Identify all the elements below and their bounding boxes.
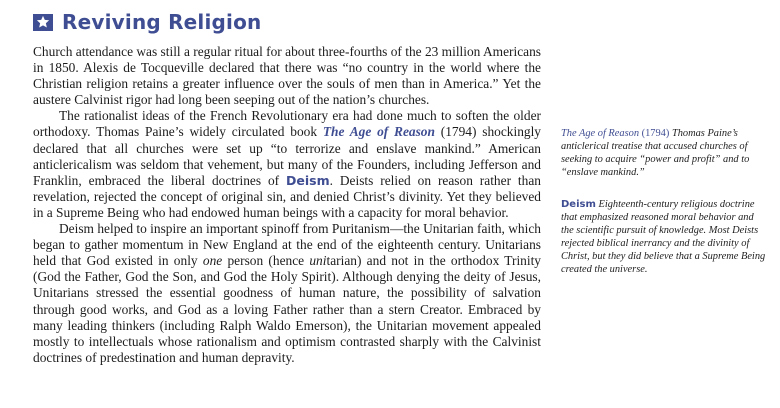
star-icon (33, 14, 53, 31)
glossary-definition-deism: Eighteenth-century religious doctrine that emphasized reasoned moral behavior and the scientific pursuit of knowledge. Most Deists rejected biblical inerrancy and the divinity of Christ, but they did believe that a Supreme Being created the universe. (561, 199, 766, 275)
section-header (33, 10, 262, 34)
glossary-age-of-reason (561, 128, 766, 180)
paragraph-1-text: Church attendance was still a regular ritual for about three-fourths of the 23 million Americans in 1850. Alexis de Tocqueville declared that there was “no country in the world where the Christian religion retains a greater influence over the souls of men than in America.” Yet the austere Calvinist rigor had long been seeping out of the nation’s churches. (33, 44, 541, 108)
paragraph-1 (33, 44, 541, 108)
paragraph-2-text-a: The rationalist ideas of the French Revolutionary era had done much to soften the older orthodoxy. Thomas Paine’s widely circulated book (33, 108, 541, 140)
paragraph-2 (33, 108, 541, 221)
glossary-term-deism: Deism (561, 199, 596, 210)
paragraph-3 (33, 221, 541, 366)
paragraph-3-text-c: tarian) and not in the orthodox Trinity (God the Father, God the Son, and God the Holy Spirit). Although denying the deity of Jesus, Unitarians stressed the essential goodness of human nature, the possibility of salvation through good works, and God as a loving Father rather than a stern Creator. Embraced by many leading thinkers (including Ralph Waldo Emerson), the Unitarian movement appealed mostly to intellectuals whose rationalism and optimism contrasted sharply with the Calvinist doctrines of predestination and human depravity. (33, 253, 541, 365)
paragraph-3-text-b: person (hence (222, 253, 310, 269)
paragraph-2-text-b: (1794) shockingly declared that all churches were set up “to terrorize and enslave mankind.” American anticlericalism was seldom that vehement, but many of the Founders, including Jefferson and Franklin, embraced the liberal doctrines of (33, 124, 541, 188)
main-text (33, 44, 541, 366)
key-term-deism[interactable]: Deism (286, 172, 330, 188)
emphasis-one: one (202, 253, 223, 269)
paragraph-3-text-a: Deism helped to inspire an important spinoff from Puritanism—the Unitarian faith, which began to gather momentum in New England at the end of the eighteenth century. Unitarians held that God existed in only (33, 221, 541, 269)
glossary-definition-age-of-reason: Thomas Paine’s anticlerical treatise that accused churches of seeking to acquire “power and profit” and to “enslave mankind.” (561, 128, 750, 178)
book-title-link[interactable]: The Age of Reason (322, 124, 435, 140)
glossary-deism (561, 199, 766, 276)
glossary-year: (1794) (641, 128, 670, 139)
paragraph-2-text-c: . Deists relied on reason rather than revelation, rejected the concept of original sin, and denied Christ’s divinity. Yet they believed in a Supreme Being who had endowed human beings with a capacity for moral behavior. (33, 172, 541, 220)
section-title: Reviving Religion (62, 10, 262, 34)
glossary-term-age-of-reason: The Age of Reason (561, 128, 640, 139)
emphasis-uni: uni (309, 253, 327, 269)
